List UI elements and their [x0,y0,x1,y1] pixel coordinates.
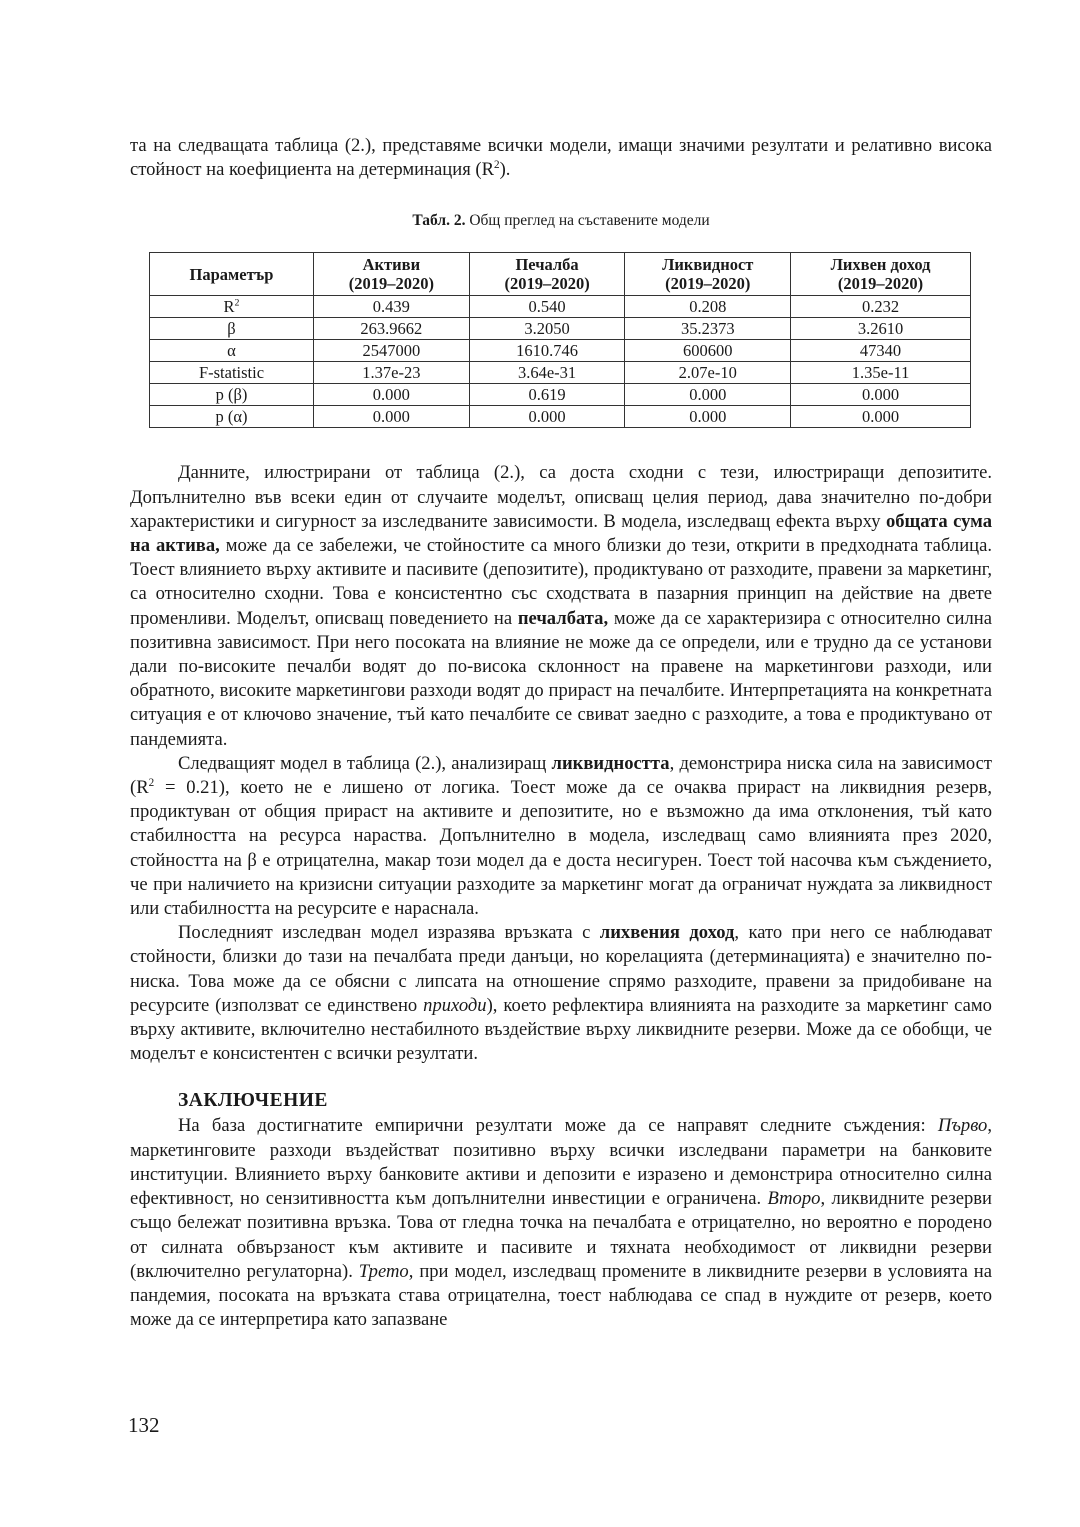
table-cell: 0.232 [791,296,971,318]
table-row [150,318,971,340]
table-row [150,406,971,428]
table-cell: 0.000 [791,406,971,428]
paragraph-interest-income: Последният изследван модел изразява връзката с лихвения доход, като при него се наблюдават стойности, близки до тази на печалбата преди данъци, но корелацията (детерминацията) е значително по-ниска. Това може да се обясни с липсата на отношение спрямо разходите, правени за придобиване на ресурсите (използват се единствено приходи), което рефлектира влиянията на разходите за маркетинг само върху активите, включително нестабилното въздействие върху ликвидните резерви. Може да се обобщи, че моделът е консистентен с всички резултати. [130,922,992,1065]
intro-paragraph: та на следващата таблица (2.), представяме всички модели, имащи значими резултати и релативно висока стойност на коефициента на детерминация $(R^2)$. [130,135,992,181]
header-interest-income: Лихвен доход (2019–2020) [791,253,971,296]
row-label: β [150,318,314,340]
row-label: p (β) [150,384,314,406]
paragraph-conclusion: На база достигнатите емпирични резултати може да се направят следните съждения: Първо, маркетинговите разходи въздействат позитивно върху всички изследвани параметри на банковите институции. Влиянието върху банковите активи и депозити е изразено и демонстрира относително силна ефективност, но сензитивността към допълнителни инвестиции е ограничена. Второ, ликвидните резерви също бележат позитивна връзка. Това от гледна точка на печалбата е отрицателно, но вероятно е породено от силната обвързаност към активите и пасивите и тяхната необходимост от ликвидни резерви (включително регулаторна). Трето, при модел, изследващ промените в ликвидните резерви в условията на пандемия, посоката на връзката става отрицателна, тоест наблюдава се спад в нуждите от резерв, което може да се интерпретира като запазване [130,1115,992,1331]
table-caption-text: Общ преглед на съставените модели [465,212,710,230]
table-cell: 0.000 [314,384,470,406]
table-cell: 0.619 [469,384,625,406]
paragraph-liquidity: Следващият модел в таблица (2.), анализиращ ликвидността, демонстрира ниска сила на зависимост $(R^2 = 0.21)$, което не е лишено от логика. Тоест може да се очаква прираст на ликвидния резерв, продиктуван от общия прираст на активите и депозитите, но е възможно да има отклонения, тъй като стабилността на ресурса нараства. Допълнително в модела, изследващ само влиянията през 2020, стойността на β е отрицателна, макар този модел да е доста несигурен. Тоест той насочва към съждението, че при наличието на кризисни ситуации разходите за маркетинг могат да ограничат нуждата за ликвидност или стабилността на ресурсите е нараснала. [130,752,992,920]
table-cell: 1.35e-11 [791,362,971,384]
table-cell: 2547000 [314,340,470,362]
table-cell: 3.2050 [469,318,625,340]
table-caption [130,212,992,230]
row-label: F-statistic [150,362,314,384]
table-cell: 3.64e-31 [469,362,625,384]
table-cell: 2.07e-10 [625,362,791,384]
table-cell: 1610.746 [469,340,625,362]
page-content [130,134,992,1332]
table-cell: 0.208 [625,296,791,318]
table-row [150,296,971,318]
table-cell: 35.2373 [625,318,791,340]
table-cell: 1.37e-23 [314,362,470,384]
models-table [149,252,971,428]
table-cell: 0.000 [791,384,971,406]
table-cell: 0.439 [314,296,470,318]
table-cell: 0.540 [469,296,625,318]
paragraph-assets-profit: Данните, илюстрирани от таблица (2.), са доста сходни с тези, илюстриращи депозитите. Допълнително във всеки един от случаите моделът, описващ целия период, дава значително по-добри характеристики и сигурност за изследваните зависимости. В модела, изследващ ефекта върху общата сума на актива, може да се забележи, че стойностите са много близки до тези, открити в предходната таблица. Тоест влиянието върху активите и пасивите (депозитите), продиктувано от разходите, правени за маркетинг, са относително сходни. Това е консистентно със сходствата в пазарния принцип на действие на двете променливи. Моделът, описващ поведението на печалбата, може да се характеризира с относително силна позитивна зависимост. При него посоката на влияние не може да се определи, или е трудно да се установи дали по-високите печалби водят до по-висока склонност на правене на маркетингови разходи, или обратното, високите маркетингови разходи водят до прираст на печалбите. Интерпретацията на конкретната ситуация е от ключово значение, тъй като печалбите се свиват заедно с разходите, а това е продиктувано от пандемията. [130,462,992,750]
header-param: Параметър [150,253,314,296]
row-label: $R^2$ [150,296,314,318]
table-row [150,362,971,384]
table-cell: 600600 [625,340,791,362]
table-cell: 3.2610 [791,318,971,340]
page-number: 132 [128,1413,160,1437]
table-header-row [150,253,971,296]
table-cell: 263.9662 [314,318,470,340]
section-heading-conclusion: ЗАКЛЮЧЕНИЕ [178,1090,328,1112]
table-caption-label: Табл. 2. [412,212,466,230]
table-cell: 0.000 [469,406,625,428]
table-cell: 0.000 [314,406,470,428]
row-label: p (α) [150,406,314,428]
header-liquidity: Ликвидност (2019–2020) [625,253,791,296]
table-cell: 47340 [791,340,971,362]
row-label: α [150,340,314,362]
table-row [150,384,971,406]
header-assets: Активи (2019–2020) [314,253,470,296]
header-profit: Печалба (2019–2020) [469,253,625,296]
table-cell: 0.000 [625,384,791,406]
table-row [150,340,971,362]
table-cell: 0.000 [625,406,791,428]
